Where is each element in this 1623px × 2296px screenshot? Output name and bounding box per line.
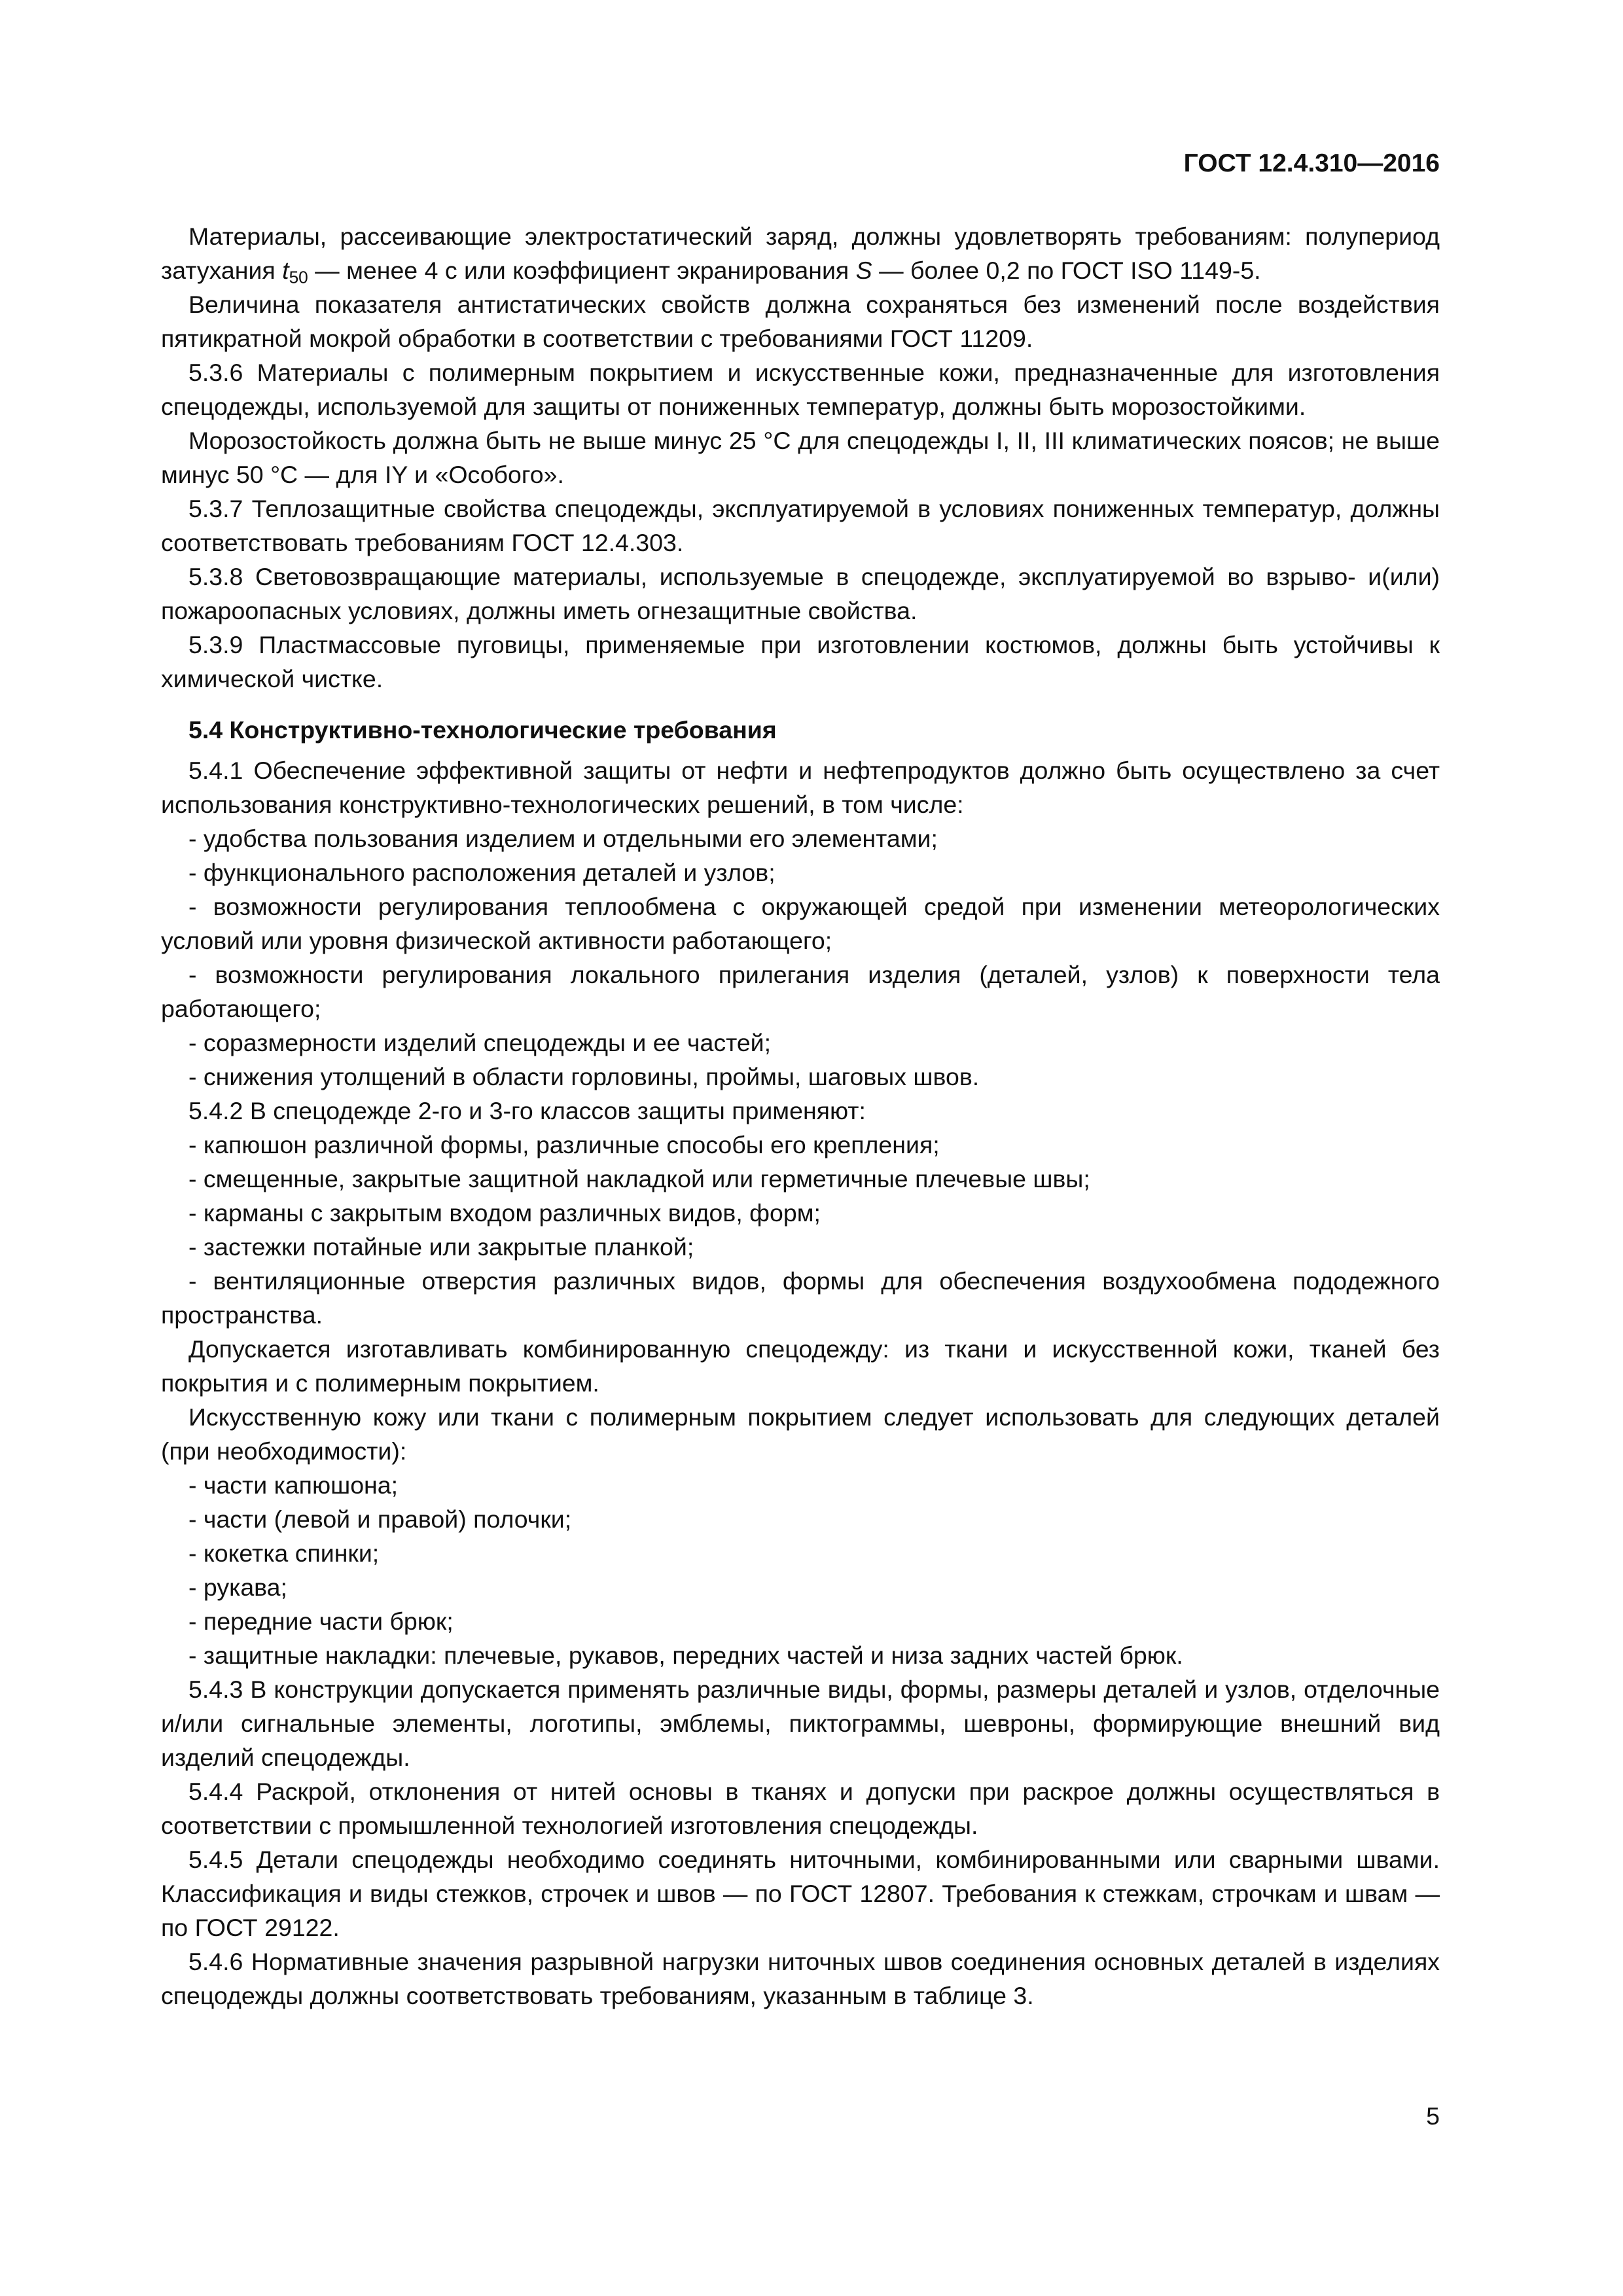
- list-item: - застежки потайные или закрытые планкой;: [188, 1233, 694, 1261]
- paragraph: Допускается изготавливать комбинированную спецодежду: из ткани и искусственной кожи, тканей без покрытия и с полимерным покрытием.: [161, 1335, 1440, 1397]
- list-item: - защитные накладки: плечевые, рукавов, передних частей и низа задних частей брюк.: [188, 1641, 1183, 1669]
- list-item: - части капюшона;: [188, 1471, 399, 1499]
- paragraph: Морозостойкость должна быть не выше минус 25 °С для спецодежды I, II, III климатических поясов; не выше минус 50 °С — для IY и «Особого».: [161, 427, 1440, 488]
- subscript-50: 50: [289, 267, 308, 287]
- text-run: — более 0,2 по ГОСТ ISO 1149-5.: [872, 257, 1261, 284]
- list-item: - смещенные, закрытые защитной накладкой или герметичные плечевые швы;: [188, 1165, 1090, 1193]
- document-body: [161, 219, 1440, 2013]
- symbol-t: t: [282, 257, 289, 284]
- text-run: — менее 4 с или коэффициент экранирования: [308, 257, 856, 284]
- list-item: - вентиляционные отверстия различных видов, формы для обеспечения воздухообмена пододежного пространства.: [161, 1267, 1440, 1329]
- paragraph-5-4-3: 5.4.3 В конструкции допускается применять различные виды, формы, размеры деталей и узлов, отделочные и/или сигнальные элементы, логотипы, эмблемы, пиктограммы, шевроны, формирующие внешний вид изделий спецодежды.: [161, 1676, 1440, 1771]
- paragraph-5-3-6: 5.3.6 Материалы с полимерным покрытием и искусственные кожи, предназначенные для изготовления спецодежды, используемой для защиты от пониженных температур, должны быть морозостойкими.: [161, 359, 1440, 420]
- list-item: - части (левой и правой) полочки;: [188, 1505, 572, 1533]
- list-item: - передние части брюк;: [188, 1607, 454, 1635]
- paragraph-5-3-8: 5.3.8 Световозвращающие материалы, используемые в спецодежде, эксплуатируемой во взрыво- и(или) пожароопасных условиях, должны иметь огнезащитные свойства.: [161, 563, 1440, 624]
- list-item: - возможности регулирования теплообмена с окружающей средой при изменении метеорологических условий или уровня физической активности работающего;: [161, 893, 1440, 954]
- paragraph-5-4-2: 5.4.2 В спецодежде 2-го и 3-го классов защиты применяют:: [188, 1097, 866, 1124]
- paragraph: Величина показателя антистатических свойств должна сохраняться без изменений после воздействия пятикратной мокрой обработки в соответствии с требованиями ГОСТ 11209.: [161, 291, 1440, 352]
- list-item: - капюшон различной формы, различные способы его крепления;: [188, 1131, 940, 1158]
- list-item: - соразмерности изделий спецодежды и ее частей;: [188, 1029, 772, 1056]
- paragraph-5-3-7: 5.3.7 Теплозащитные свойства спецодежды, эксплуатируемой в условиях пониженных температур, должны соответствовать требованиям ГОСТ 12.4.303.: [161, 495, 1440, 556]
- paragraph-5-3-9: 5.3.9 Пластмассовые пуговицы, применяемые при изготовлении костюмов, должны быть устойчивы к химической чистке.: [161, 631, 1440, 692]
- paragraph-5-4-5: 5.4.5 Детали спецодежды необходимо соединять ниточными, комбинированными или сварными швами. Классификация и виды стежков, строчек и швов — по ГОСТ 12807. Требования к стежкам, строчкам и швам — по ГОСТ 29122.: [161, 1846, 1440, 1941]
- list-item: - кокетка спинки;: [188, 1539, 380, 1567]
- section-heading: 5.4 Конструктивно-технологические требования: [188, 716, 777, 744]
- list-item: - рукава;: [188, 1573, 287, 1601]
- list-item: - карманы с закрытым входом различных видов, форм;: [188, 1199, 821, 1227]
- paragraph: [161, 219, 1440, 287]
- paragraph-5-4-4: 5.4.4 Раскрой, отклонения от нитей основы в тканях и допуски при раскрое должны осуществляться в соответствии с промышленной технологией изготовления спецодежды.: [161, 1778, 1440, 1839]
- document-header: ГОСТ 12.4.310—2016: [1183, 149, 1440, 177]
- symbol-s: S: [855, 257, 872, 284]
- list-item: - функционального расположения деталей и узлов;: [188, 859, 776, 886]
- paragraph-5-4-1: 5.4.1 Обеспечение эффективной защиты от нефти и нефтепродуктов должно быть осуществлено за счет использования конструктивно-технологических решений, в том числе:: [161, 757, 1440, 818]
- list-item: - удобства пользования изделием и отдельными его элементами;: [188, 825, 938, 852]
- paragraph-5-4-6: 5.4.6 Нормативные значения разрывной нагрузки ниточных швов соединения основных деталей в изделиях спецодежды должны соответствовать требованиям, указанным в таблице 3.: [161, 1948, 1440, 2009]
- paragraph: Искусственную кожу или ткани с полимерным покрытием следует использовать для следующих деталей (при необходимости):: [161, 1403, 1440, 1465]
- text-run: Материалы, рассеивающие электростатический заряд, должны удовлетворять требованиям: полупериод затухания: [161, 223, 1440, 284]
- page-number: 5: [1426, 2102, 1440, 2130]
- list-item: - возможности регулирования локального прилегания изделия (деталей, узлов) к поверхности тела работающего;: [161, 961, 1440, 1022]
- list-item: - снижения утолщений в области горловины, проймы, шаговых швов.: [188, 1063, 980, 1090]
